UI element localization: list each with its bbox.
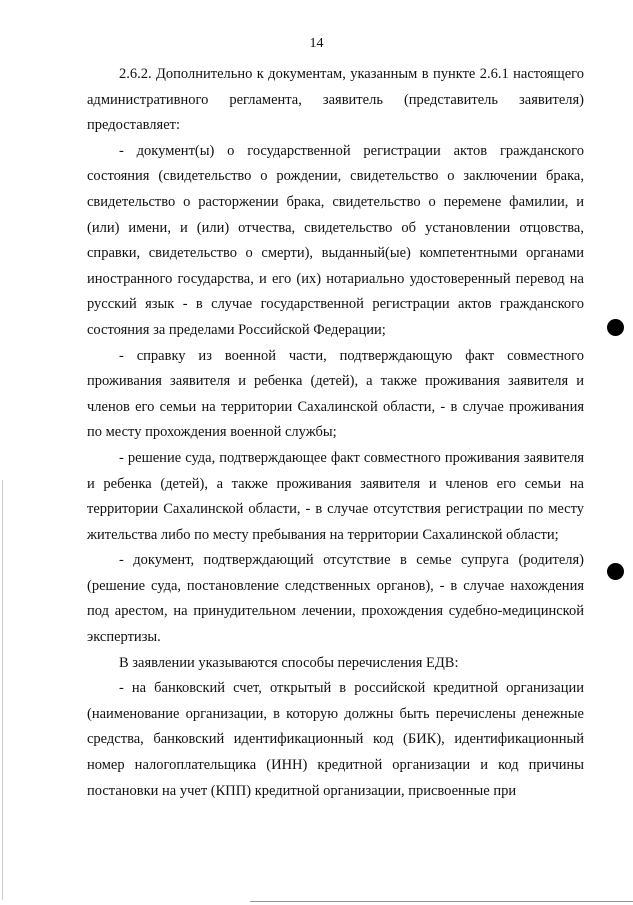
paragraph-bank-account: - на банковский счет, открытый в российской кредитной организации (наименование организации, в которую должны быть перечислены денежные средства, банковский идентификационный код (БИК), идентификационный номер налогоплательщика (ИНН) кредитной организации и код причины постановки на учет (КПП) кредитной организации, присвоенные при bbox=[87, 680, 584, 799]
paragraph-payment-methods: В заявлении указываются способы перечисления ЕДВ: bbox=[119, 654, 459, 671]
document-body bbox=[87, 62, 584, 804]
scan-edge-left bbox=[2, 480, 3, 900]
binder-hole-bottom bbox=[607, 563, 624, 580]
paragraph-2-6-2-intro: 2.6.2. Дополнительно к документам, указанным в пункте 2.6.1 настоящего административного регламента, заявитель (представитель заявителя) предоставляет: bbox=[87, 66, 584, 134]
page-number: 14 bbox=[309, 36, 324, 51]
binder-hole-top bbox=[607, 319, 624, 336]
paragraph-court-decision: - решение суда, подтверждающее факт совместного проживания заявителя и ребенка (детей), а также проживания заявителя и членов его семьи на территории Сахалинской области, - в случае отсутствия регистрации по месту жительства либо по месту пребывания на территории Сахалинской области; bbox=[87, 449, 584, 543]
scan-edge-bottom bbox=[250, 901, 633, 902]
paragraph-spouse-absence-document: - документ, подтверждающий отсутствие в семье супруга (родителя) (решение суда, постановление следственных органов), - в случае нахождения под арестом, на принудительном лечении, прохождения судебно-медицинской экспертизы. bbox=[87, 552, 584, 646]
paragraph-civil-status-documents: - документ(ы) о государственной регистрации актов гражданского состояния (свидетельство о рождении, свидетельство о заключении брака, свидетельство о расторжении брака, свидетельство о перемене фамилии, и (или) имени, и (или) отчества, свидетельство об установлении отцовства, справки, свидетельство о смерти), выданный(ые) компетентными органами иностранного государства, и его (их) нотариально удостоверенный перевод на русский язык - в случае государственной регистрации актов гражданского состояния за пределами Российской Федерации; bbox=[87, 142, 584, 338]
paragraph-military-unit-certificate: - справку из военной части, подтверждающую факт совместного проживания заявителя и ребенка (детей), а также проживания заявителя и членов его семьи на территории Сахалинской области, - в случае проживания по месту прохождения военной службы; bbox=[87, 347, 584, 441]
